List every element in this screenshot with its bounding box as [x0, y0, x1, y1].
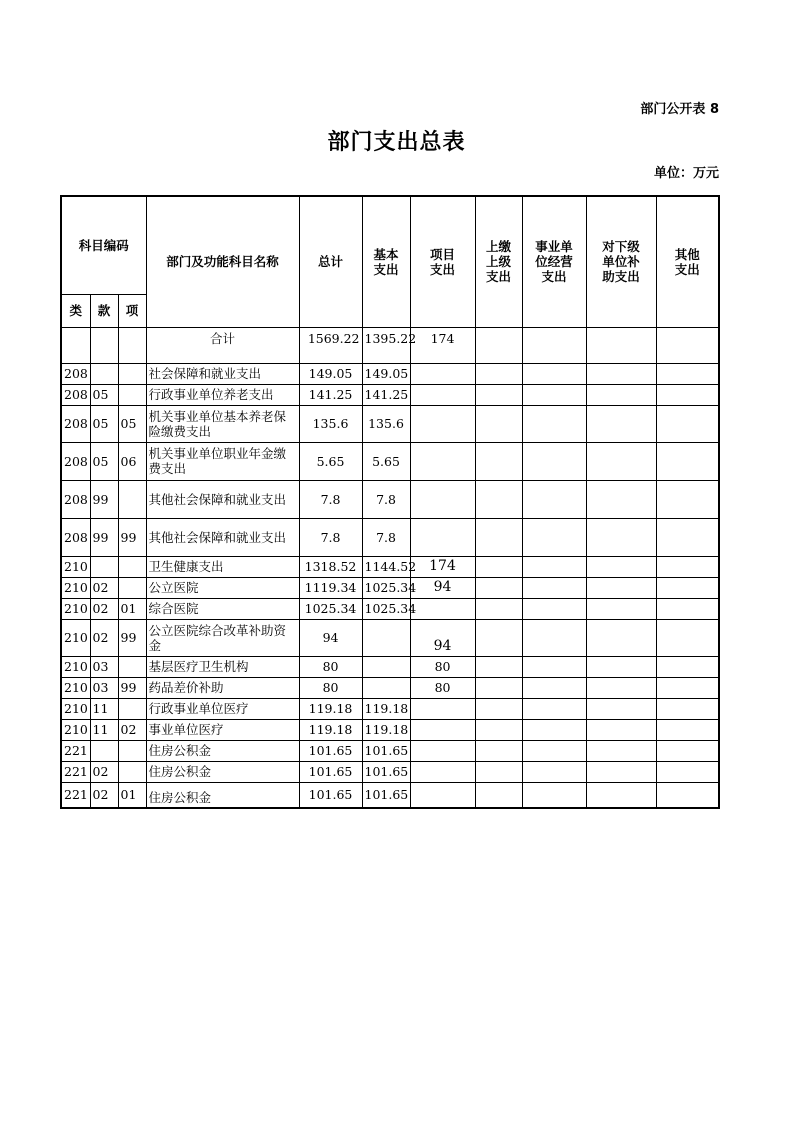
cell-total: 141.25 — [299, 384, 362, 405]
total-other — [656, 327, 719, 363]
cell-basic: 5.65 — [362, 442, 410, 480]
cell-basic: 141.25 — [362, 384, 410, 405]
cell-other — [656, 384, 719, 405]
cell-xiang: 01 — [118, 598, 146, 619]
cell-subsidy — [586, 556, 656, 577]
header-xiang: 项 — [118, 294, 146, 327]
cell-upper — [475, 761, 522, 782]
cell-business — [522, 363, 586, 384]
cell-name: 其他社会保障和就业支出 — [146, 480, 299, 518]
cell-name: 公立医院 — [146, 577, 299, 598]
cell-other — [656, 677, 719, 698]
table-row — [61, 363, 719, 384]
cell-total: 5.65 — [299, 442, 362, 480]
cell-upper — [475, 598, 522, 619]
cell-basic: 101.65 — [362, 782, 410, 808]
cell-business — [522, 556, 586, 577]
table-row — [61, 656, 719, 677]
cell-name: 事业单位医疗 — [146, 719, 299, 740]
cell-other — [656, 405, 719, 442]
cell-business — [522, 577, 586, 598]
cell-business — [522, 740, 586, 761]
table-row — [61, 619, 719, 656]
page-title: 部门支出总表 — [327, 130, 466, 155]
cell-subsidy — [586, 619, 656, 656]
total-kuan — [90, 327, 118, 363]
cell-other — [656, 719, 719, 740]
cell-project: 94 — [410, 577, 475, 598]
cell-project — [410, 761, 475, 782]
cell-kuan — [90, 740, 118, 761]
cell-lei: 210 — [61, 719, 90, 740]
cell-project — [410, 740, 475, 761]
cell-business — [522, 384, 586, 405]
cell-project — [410, 598, 475, 619]
cell-xiang: 99 — [118, 677, 146, 698]
cell-total: 119.18 — [299, 698, 362, 719]
header-upper: 上缴 上级 支出 — [475, 196, 522, 327]
cell-lei: 208 — [61, 518, 90, 556]
cell-business — [522, 518, 586, 556]
cell-lei: 210 — [61, 656, 90, 677]
cell-lei: 210 — [61, 677, 90, 698]
cell-total: 119.18 — [299, 719, 362, 740]
cell-upper — [475, 363, 522, 384]
cell-subsidy — [586, 405, 656, 442]
cell-basic: 149.05 — [362, 363, 410, 384]
cell-subsidy — [586, 719, 656, 740]
cell-business — [522, 719, 586, 740]
cell-basic: 119.18 — [362, 698, 410, 719]
cell-business — [522, 761, 586, 782]
cell-total: 7.8 — [299, 480, 362, 518]
cell-lei: 221 — [61, 782, 90, 808]
header-business: 事业单 位经营 支出 — [522, 196, 586, 327]
cell-upper — [475, 556, 522, 577]
cell-subsidy — [586, 518, 656, 556]
cell-lei: 210 — [61, 577, 90, 598]
cell-other — [656, 619, 719, 656]
cell-lei: 208 — [61, 442, 90, 480]
cell-kuan: 99 — [90, 480, 118, 518]
cell-name: 机关事业单位基本养老保险缴费支出 — [146, 405, 299, 442]
cell-project: 80 — [410, 656, 475, 677]
cell-basic: 1025.34 — [362, 577, 410, 598]
table-row — [61, 384, 719, 405]
cell-upper — [475, 656, 522, 677]
cell-project — [410, 518, 475, 556]
cell-xiang — [118, 363, 146, 384]
cell-total: 1025.34 — [299, 598, 362, 619]
cell-upper — [475, 480, 522, 518]
cell-kuan: 99 — [90, 518, 118, 556]
cell-other — [656, 740, 719, 761]
cell-upper — [475, 384, 522, 405]
cell-upper — [475, 677, 522, 698]
cell-project: 94 — [410, 619, 475, 656]
cell-kuan: 03 — [90, 656, 118, 677]
cell-basic: 7.8 — [362, 480, 410, 518]
cell-upper — [475, 719, 522, 740]
cell-lei: 221 — [61, 761, 90, 782]
cell-other — [656, 577, 719, 598]
header-total: 总计 — [299, 196, 362, 327]
cell-total: 1119.34 — [299, 577, 362, 598]
cell-business — [522, 656, 586, 677]
cell-business — [522, 598, 586, 619]
header-name: 部门及功能科目名称 — [146, 196, 299, 327]
header-lei: 类 — [61, 294, 90, 327]
cell-xiang: 01 — [118, 782, 146, 808]
cell-subsidy — [586, 384, 656, 405]
table-row — [61, 480, 719, 518]
cell-total: 101.65 — [299, 740, 362, 761]
table-row — [61, 740, 719, 761]
cell-kuan: 05 — [90, 442, 118, 480]
cell-project: 80 — [410, 677, 475, 698]
cell-lei: 208 — [61, 480, 90, 518]
cell-kuan: 02 — [90, 761, 118, 782]
table-row — [61, 677, 719, 698]
cell-xiang — [118, 577, 146, 598]
cell-xiang — [118, 740, 146, 761]
cell-subsidy — [586, 480, 656, 518]
cell-upper — [475, 518, 522, 556]
cell-basic: 101.65 — [362, 740, 410, 761]
cell-xiang — [118, 656, 146, 677]
cell-subsidy — [586, 677, 656, 698]
table-row — [61, 442, 719, 480]
cell-lei: 210 — [61, 619, 90, 656]
cell-business — [522, 677, 586, 698]
cell-basic — [362, 677, 410, 698]
header-kuan: 款 — [90, 294, 118, 327]
cell-basic: 7.8 — [362, 518, 410, 556]
cell-project — [410, 363, 475, 384]
cell-upper — [475, 782, 522, 808]
cell-name: 基层医疗卫生机构 — [146, 656, 299, 677]
cell-xiang — [118, 698, 146, 719]
cell-xiang: 99 — [118, 619, 146, 656]
total-basic: 1395.22 — [362, 327, 410, 363]
table-row — [61, 761, 719, 782]
cell-business — [522, 480, 586, 518]
cell-other — [656, 480, 719, 518]
table-row — [61, 518, 719, 556]
cell-xiang: 99 — [118, 518, 146, 556]
cell-upper — [475, 577, 522, 598]
table-row — [61, 405, 719, 442]
cell-subsidy — [586, 598, 656, 619]
cell-subsidy — [586, 782, 656, 808]
cell-kuan: 05 — [90, 384, 118, 405]
table-row — [61, 698, 719, 719]
cell-xiang: 05 — [118, 405, 146, 442]
cell-name: 药品差价补助 — [146, 677, 299, 698]
cell-name: 行政事业单位养老支出 — [146, 384, 299, 405]
cell-total: 135.6 — [299, 405, 362, 442]
cell-lei: 208 — [61, 363, 90, 384]
table-row — [61, 782, 719, 808]
cell-other — [656, 363, 719, 384]
cell-lei: 221 — [61, 740, 90, 761]
total-xiang — [118, 327, 146, 363]
cell-other — [656, 698, 719, 719]
cell-name: 行政事业单位医疗 — [146, 698, 299, 719]
cell-project — [410, 698, 475, 719]
cell-subsidy — [586, 442, 656, 480]
cell-name: 机关事业单位职业年金缴费支出 — [146, 442, 299, 480]
header-subsidy: 对下级 单位补 助支出 — [586, 196, 656, 327]
cell-name: 住房公积金 — [146, 782, 299, 808]
cell-kuan — [90, 363, 118, 384]
cell-xiang — [118, 480, 146, 518]
cell-upper — [475, 698, 522, 719]
cell-other — [656, 556, 719, 577]
cell-basic — [362, 619, 410, 656]
cell-xiang: 06 — [118, 442, 146, 480]
cell-xiang — [118, 556, 146, 577]
cell-project — [410, 480, 475, 518]
cell-name: 综合医院 — [146, 598, 299, 619]
cell-lei: 208 — [61, 405, 90, 442]
cell-business — [522, 698, 586, 719]
cell-kuan: 11 — [90, 698, 118, 719]
cell-upper — [475, 740, 522, 761]
cell-project — [410, 384, 475, 405]
cell-basic: 119.18 — [362, 719, 410, 740]
cell-lei: 208 — [61, 384, 90, 405]
cell-basic: 1025.34 — [362, 598, 410, 619]
cell-business — [522, 405, 586, 442]
cell-name: 卫生健康支出 — [146, 556, 299, 577]
cell-kuan: 02 — [90, 619, 118, 656]
cell-total: 101.65 — [299, 761, 362, 782]
cell-upper — [475, 405, 522, 442]
total-upper — [475, 327, 522, 363]
cell-project — [410, 405, 475, 442]
cell-basic: 101.65 — [362, 761, 410, 782]
cell-name: 公立医院综合改革补助资金 — [146, 619, 299, 656]
cell-subsidy — [586, 656, 656, 677]
total-total: 1569.22 — [299, 327, 362, 363]
cell-project — [410, 782, 475, 808]
cell-project — [410, 442, 475, 480]
cell-business — [522, 782, 586, 808]
cell-total: 1318.52 — [299, 556, 362, 577]
table-row — [61, 719, 719, 740]
header-basic: 基本 支出 — [362, 196, 410, 327]
cell-xiang — [118, 384, 146, 405]
cell-subsidy — [586, 740, 656, 761]
cell-name: 住房公积金 — [146, 761, 299, 782]
cell-kuan — [90, 556, 118, 577]
cell-kuan: 02 — [90, 598, 118, 619]
cell-total: 149.05 — [299, 363, 362, 384]
total-project: 174 — [410, 327, 475, 363]
cell-project: 174 — [410, 556, 475, 577]
cell-total: 94 — [299, 619, 362, 656]
cell-other — [656, 518, 719, 556]
table-row — [61, 577, 719, 598]
cell-subsidy — [586, 363, 656, 384]
cell-total: 7.8 — [299, 518, 362, 556]
expenditure-table — [60, 195, 720, 809]
cell-other — [656, 761, 719, 782]
table-row — [61, 598, 719, 619]
total-business — [522, 327, 586, 363]
unit-label: 单位：万元 — [653, 166, 719, 181]
cell-lei: 210 — [61, 556, 90, 577]
cell-name: 社会保障和就业支出 — [146, 363, 299, 384]
cell-name: 其他社会保障和就业支出 — [146, 518, 299, 556]
table-body — [61, 196, 719, 808]
cell-business — [522, 619, 586, 656]
total-subsidy — [586, 327, 656, 363]
header-project: 项目 支出 — [410, 196, 475, 327]
cell-business — [522, 442, 586, 480]
header-code: 科目编码 — [61, 196, 146, 294]
cell-xiang: 02 — [118, 719, 146, 740]
cell-kuan: 03 — [90, 677, 118, 698]
cell-kuan: 11 — [90, 719, 118, 740]
header-row — [61, 196, 719, 294]
cell-xiang — [118, 761, 146, 782]
cell-subsidy — [586, 761, 656, 782]
cell-other — [656, 656, 719, 677]
cell-other — [656, 782, 719, 808]
total-row — [61, 327, 719, 363]
total-lei — [61, 327, 90, 363]
cell-basic — [362, 656, 410, 677]
cell-lei: 210 — [61, 598, 90, 619]
cell-kuan: 02 — [90, 782, 118, 808]
form-number: 部门公开表 8 — [640, 102, 719, 117]
cell-subsidy — [586, 698, 656, 719]
cell-basic: 135.6 — [362, 405, 410, 442]
cell-total: 80 — [299, 677, 362, 698]
cell-kuan: 02 — [90, 577, 118, 598]
header-other: 其他 支出 — [656, 196, 719, 327]
cell-total: 80 — [299, 656, 362, 677]
cell-name: 住房公积金 — [146, 740, 299, 761]
cell-other — [656, 442, 719, 480]
cell-basic: 1144.52 — [362, 556, 410, 577]
cell-other — [656, 598, 719, 619]
cell-lei: 210 — [61, 698, 90, 719]
cell-upper — [475, 619, 522, 656]
total-label: 合计 — [146, 327, 299, 363]
cell-kuan: 05 — [90, 405, 118, 442]
cell-project — [410, 719, 475, 740]
cell-upper — [475, 442, 522, 480]
cell-subsidy — [586, 577, 656, 598]
table-row — [61, 556, 719, 577]
cell-total: 101.65 — [299, 782, 362, 808]
